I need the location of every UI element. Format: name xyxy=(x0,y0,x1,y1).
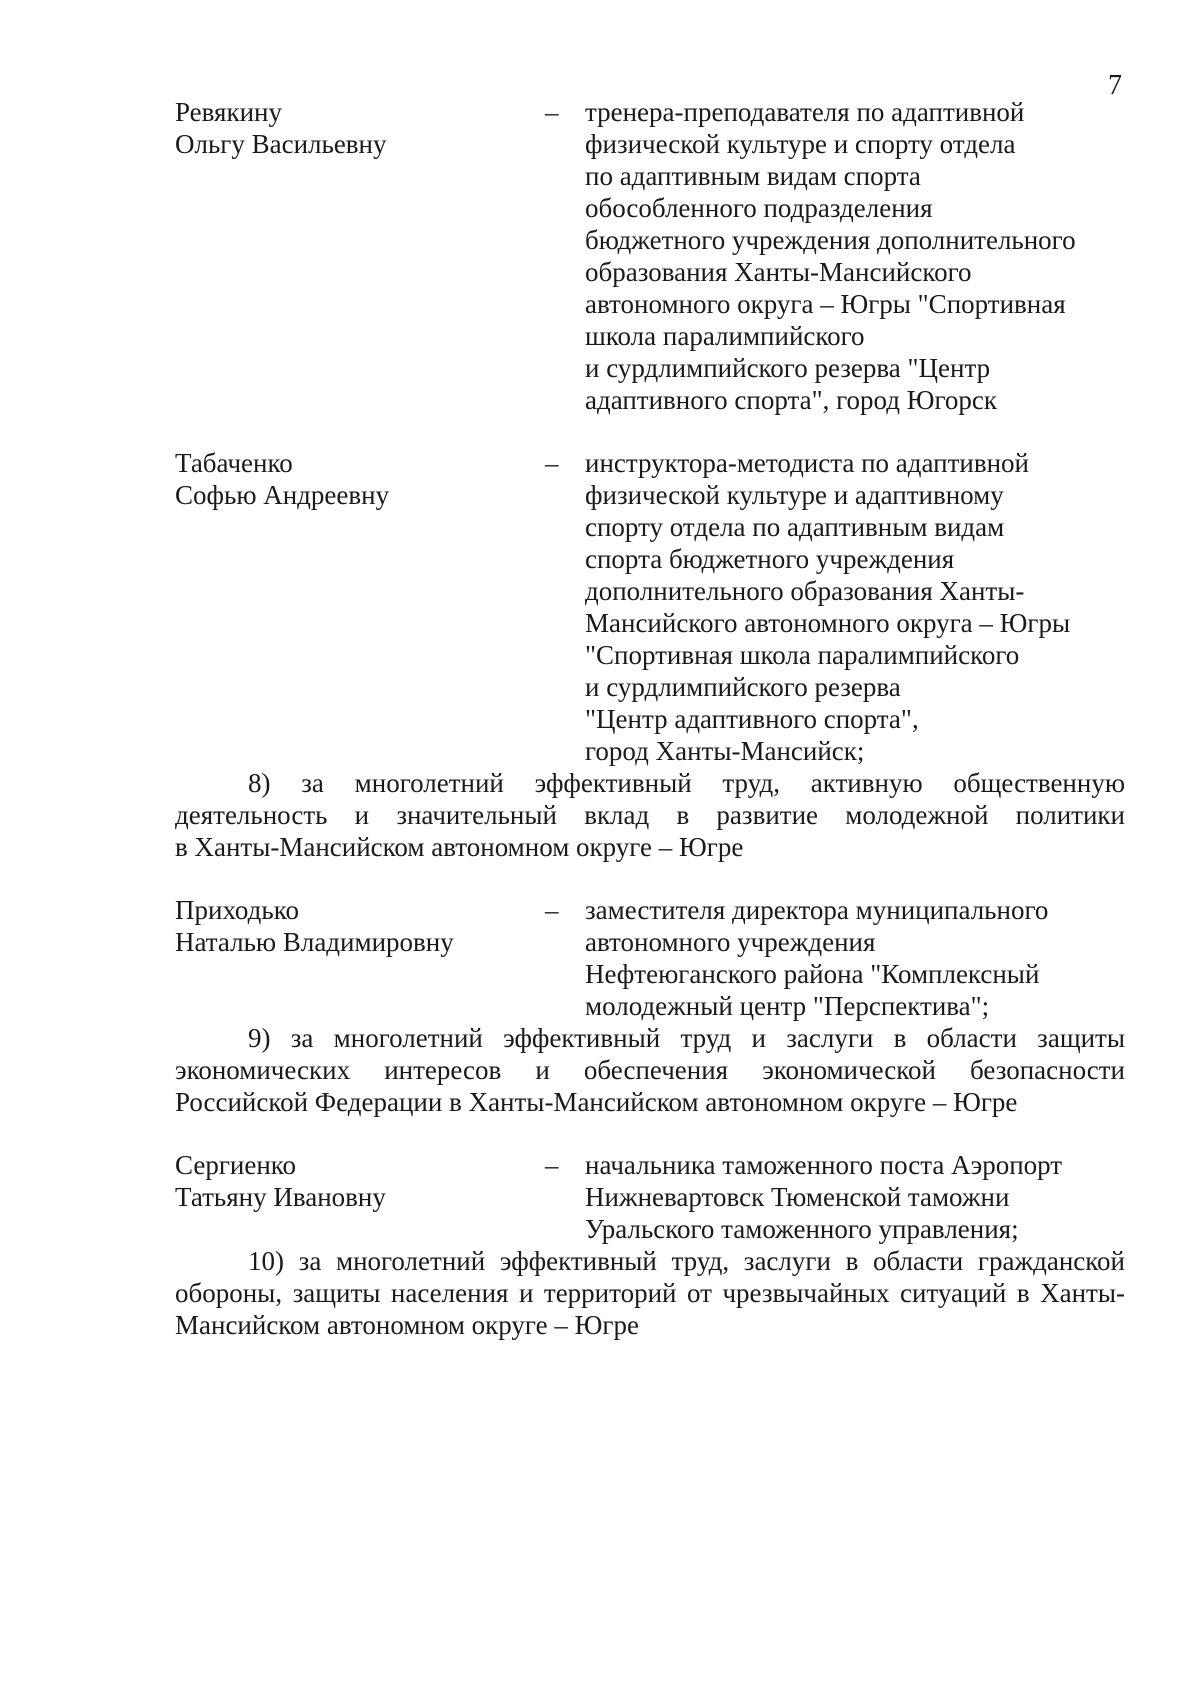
position-line: начальника таможенного поста Аэропорт xyxy=(585,1150,1063,1180)
dash-separator: – xyxy=(545,895,559,925)
position-line: физической культуре и спорту отдела xyxy=(585,129,1016,159)
position-line: и сурдлимпийского резерва xyxy=(585,672,901,702)
position-line: тренера-преподавателя по адаптивной xyxy=(585,97,1025,127)
page-number: 7 xyxy=(1108,70,1122,101)
position-line: спорта бюджетного учреждения xyxy=(585,544,955,574)
position-line: инструктора-методиста по адаптивной xyxy=(585,448,1029,478)
position-line: автономного округа – Югры "Спортивная xyxy=(585,289,1066,319)
dash-separator: – xyxy=(545,97,559,127)
award-entry xyxy=(175,1149,1125,1245)
award-category-paragraph xyxy=(175,1022,1125,1118)
paragraph-line: обороны, защиты населения и территорий от чрезвычайных ситуаций в Ханты- xyxy=(175,1278,1125,1308)
name-line: Ольгу Васильевну xyxy=(175,129,387,159)
award-entry xyxy=(175,894,1125,1022)
name-line: Татьяну Ивановну xyxy=(175,1182,386,1212)
position-line: спорту отдела по адаптивным видам xyxy=(585,512,1005,542)
award-category-paragraph xyxy=(175,767,1125,863)
position-line: заместителя директора муниципального xyxy=(585,895,1049,925)
name-line: Ревякину xyxy=(175,97,282,127)
position-line: по адаптивным видам спорта xyxy=(585,161,921,191)
name-line: Приходько xyxy=(175,895,299,925)
position-line: Мансийского автономного округа – Югры xyxy=(585,608,1071,638)
position-line: бюджетного учреждения дополнительного xyxy=(585,225,1076,255)
award-category-paragraph xyxy=(175,1245,1125,1341)
position-line: и сурдлимпийского резерва "Центр xyxy=(585,353,991,383)
recipient-position xyxy=(585,894,1125,1022)
paragraph-line: Российской Федерации в Ханты-Мансийском автономном округе – Югре xyxy=(175,1087,1018,1117)
paragraph-line: 8) за многолетний эффективный труд, активную общественную xyxy=(248,768,1125,798)
name-line: Наталью Владимировну xyxy=(175,927,454,957)
position-line: физической культуре и адаптивному xyxy=(585,480,1004,510)
award-entry xyxy=(175,96,1125,416)
paragraph-line: Мансийском автономном округе – Югре xyxy=(175,1310,639,1340)
recipient-position xyxy=(585,1149,1125,1245)
dash-separator: – xyxy=(545,1150,559,1180)
paragraph-line: в Ханты-Мансийском автономном округе – Югре xyxy=(175,832,744,862)
position-line: обособленного подразделения xyxy=(585,193,933,223)
position-line: "Центр адаптивного спорта", xyxy=(585,704,919,734)
position-line: школа паралимпийского xyxy=(585,321,865,351)
paragraph-line: 9) за многолетний эффективный труд и заслуги в области защиты xyxy=(248,1023,1125,1053)
name-line: Сергиенко xyxy=(175,1150,297,1180)
position-line: автономного учреждения xyxy=(585,927,876,957)
position-line: город Ханты-Мансийск; xyxy=(585,736,865,766)
position-line: Уральского таможенного управления; xyxy=(585,1214,1019,1244)
paragraph-line: 10) за многолетний эффективный труд, заслуги в области гражданской xyxy=(248,1246,1125,1276)
position-line: Нижневартовск Тюменской таможни xyxy=(585,1182,1010,1212)
paragraph-line: экономических интересов и обеспечения экономической безопасности xyxy=(175,1055,1125,1085)
dash-separator: – xyxy=(545,448,559,478)
position-line: Нефтеюганского района "Комплексный xyxy=(585,959,1040,989)
document-body xyxy=(175,96,1125,1341)
name-line: Софью Андреевну xyxy=(175,480,390,510)
position-line: образования Ханты-Мансийского xyxy=(585,257,972,287)
name-line: Табаченко xyxy=(175,448,293,478)
position-line: адаптивного спорта", город Югорск xyxy=(585,385,997,415)
paragraph-line: деятельность и значительный вклад в развитие молодежной политики xyxy=(175,800,1125,830)
award-entry xyxy=(175,447,1125,767)
position-line: "Спортивная школа паралимпийского xyxy=(585,640,1020,670)
position-line: молодежный центр "Перспектива"; xyxy=(585,991,990,1021)
recipient-position xyxy=(585,447,1125,767)
position-line: дополнительного образования Ханты- xyxy=(585,576,1025,606)
recipient-position xyxy=(585,96,1125,416)
